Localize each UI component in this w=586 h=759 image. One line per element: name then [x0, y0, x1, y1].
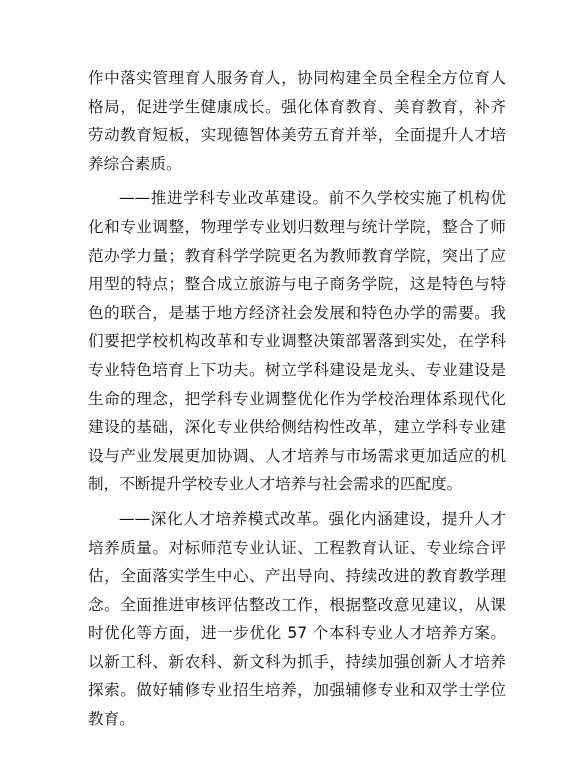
paragraph-continuation: 作中落实管理育人服务育人，协同构建全员全程全方位育人格局，促进学生健康成长。强化体育教育、美育教育，补齐劳动教育短板，实现德智体美劳五育并举，全面提升人才培养综合素质。 [88, 69, 506, 173]
document-body [88, 64, 506, 734]
paragraph-training-model-reform: ——深化人才培养模式改革。强化内涵建设，提升人才培养质量。对标师范专业认证、工程教育认证、专业综合评估，全面落实学生中心、产出导向、持续改进的教育教学理念。全面推进审核评估整改工作，根据整改意见建议，从课时优化等方面，进一步优化 57 个本科专业人才培养方案。以新工科、新农科、新文科为抓手，持续加强创新人才培养探索。做好辅修专业招生培养，加强辅修专业和双学士学位教育。 [88, 509, 506, 729]
paragraph-discipline-reform: ——推进学科专业改革建设。前不久学校实施了机构优化和专业调整，物理学专业划归数理与统计学院，整合了师范办学力量；教育科学学院更名为教师教育学院，突出了应用型的特点；整合成立旅游与电子商务学院，这是特色与特色的联合，是基于地方经济社会发展和特色办学的需要。我们要把学校机构改革和专业调整决策部署落到实处，在学科专业特色培育上下功夫。树立学科建设是龙头、专业建设是生命的理念，把学科专业调整优化作为学校治理体系现代化建设的基础，深化专业供给侧结构性改革，建立学科专业建设与产业发展更加协调、人才培养与市场需求更加适应的机制，不断提升学校专业人才培养与社会需求的匹配度。 [88, 189, 506, 494]
